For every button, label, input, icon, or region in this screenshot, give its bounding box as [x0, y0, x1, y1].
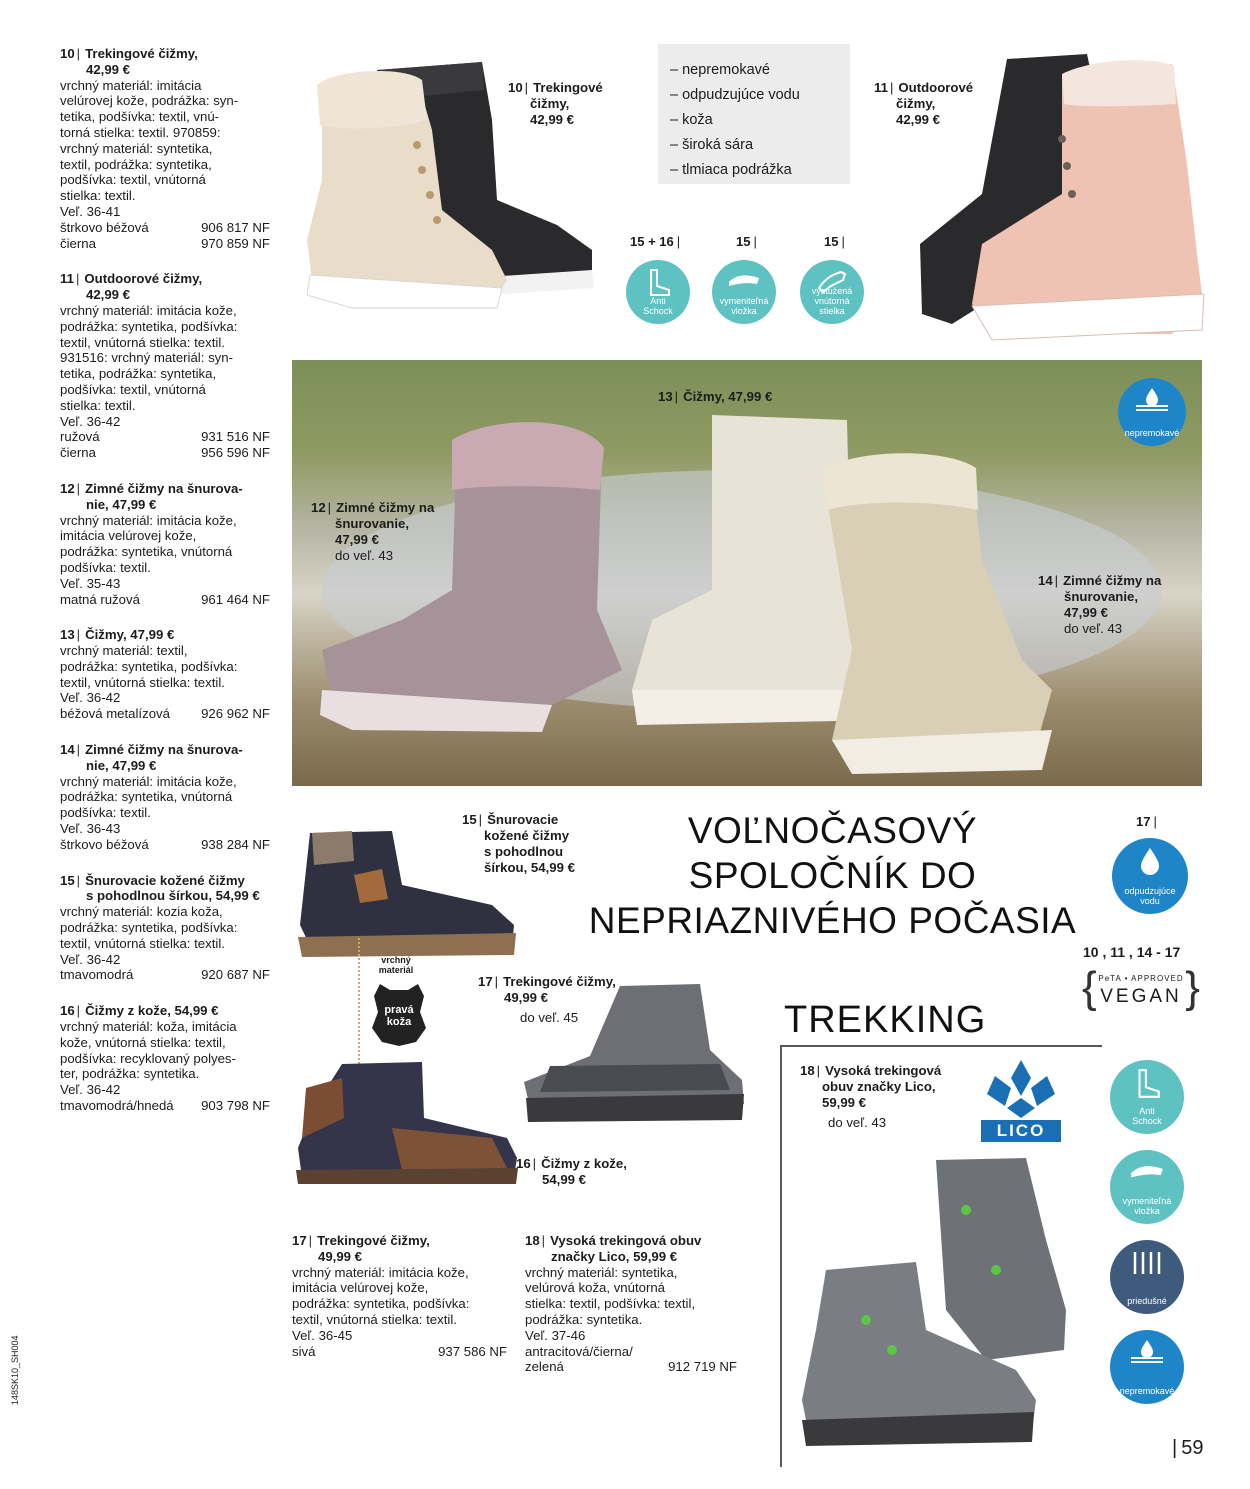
features-box — [658, 44, 850, 184]
label-boots-11: 11 | Outdoorové čižmy, 42,99 € — [874, 80, 994, 128]
label-boots-13: 13 | Čižmy, 47,99 € — [658, 389, 772, 405]
badge-number: 17 | — [1136, 814, 1157, 829]
vegan-numbers: 10 , 11 , 14 - 17 — [1083, 944, 1181, 960]
product-description: 12 | Zimné čižmy na šnurova- nie, 47,99 € vrchný materiál: imitácia kože, imitácia velúrovej kože, podrážka: syntetika, vnútorná podšívka: textil. Veľ. 35-43 matná ružová 961 464 NF — [60, 481, 270, 607]
badge-number: 15 | — [736, 234, 757, 249]
anti-shock-badge: Anti Schock — [626, 260, 690, 324]
side-code: 148SK10_SH004 — [10, 1335, 20, 1405]
leather-icon: pravá koža — [370, 982, 428, 1048]
description-17: 17 | Trekingové čižmy, 49,99 € vrchný materiál: imitácia kože, imitácia velúrovej kože, podrážka: syntetika, podšívka: textil, vnútorná stielka: textil. Veľ. 36-45 sivá 937 586 NF — [292, 1233, 507, 1359]
product-description: 10 | Trekingové čižmy, 42,99 € vrchný materiál: imitácia velúrovej kože, podrážka: syn- tetika, podšívka: textil, vnú- torná stielka: textil. 970859: vrchný materiál: syntetika, textil, podrážka: syntetika, podšívka: textil, vnútorná stielka: textil. Veľ. 36-41 štrkovo béžová 906 817 NF čierna 970 859 NF — [60, 46, 270, 251]
product-description: 11 | Outdoorové čižmy, 42,99 € vrchný materiál: imitácia kože, podrážka: syntetika, podšívka: textil, vnútorná stielka: textil. 931516: vrchný materiál: syn- tetika, podrážka: syntetika, podšívka: textil, vnútorná stielka: textil. Veľ. 36-42 ružová 931 516 NF čierna 956 596 NF — [60, 271, 270, 461]
waterproof-badge: nepremokavé — [1110, 1330, 1184, 1404]
label-boots-16: 16 | Čižmy z kože, 54,99 € — [516, 1156, 666, 1188]
label-boots-10: 10 | Trekingové čižmy, 42,99 € — [508, 80, 628, 128]
headline: VOĽNOČASOVÝ SPOLOČNÍK DO NEPRIAZNIVÉHO POČASIA — [588, 810, 1077, 941]
water-drop-icon — [1135, 846, 1165, 878]
label-boots-17: 17 | Trekingové čižmy, 49,99 € do veľ. 45 — [478, 974, 638, 1026]
product-description: 13 | Čižmy, 47,99 € vrchný materiál: textil, podrážka: syntetika, podšívka: textil, vnútorná stielka: textil. Veľ. 36-42 béžová metalízová 926 962 NF — [60, 627, 270, 722]
label-boots-18: 18 | Vysoká trekingová obuv značky Lico, 59,99 € do veľ. 43 — [800, 1063, 960, 1131]
badge-number: 15 | — [824, 234, 845, 249]
product-description: 15 | Šnurovacie kožené čižmy s pohodlnou šírkou, 54,99 € vrchný materiál: kozia koža, podrážka: syntetika, podšívka: textil, vnútorná stielka: textil. Veľ. 36-42 tmavomodrá 920 687 NF — [60, 873, 270, 984]
page-number: | 59 — [1172, 1437, 1204, 1459]
product-image-boots-16 — [292, 1058, 522, 1186]
insole-icon — [727, 268, 761, 290]
trekking-heading: TREKKING — [784, 999, 987, 1041]
foot-icon — [643, 268, 673, 298]
anti-shock-badge: Anti Schock — [1110, 1060, 1184, 1134]
product-image-boots-18 — [796, 1150, 1076, 1450]
waterproof-badge: nepremokavé — [1118, 378, 1186, 446]
insole-badge: vymeniteľná vložka — [712, 260, 776, 324]
product-list — [60, 46, 270, 1114]
insole-badge: vymeniteľná vložka — [1110, 1150, 1184, 1224]
feature-item: – široká sára — [670, 133, 850, 158]
heel-shoe-icon — [815, 268, 849, 294]
waterproof-icon — [1129, 1338, 1165, 1366]
peta-vegan-logo: { } PeTA • APPROVED VEGAN — [1082, 963, 1200, 1012]
product-description: 16 | Čižmy z kože, 54,99 € vrchný materiál: koža, imitácia kože, vnútorná stielka: textil, podšívka: recyklovaný polyes- ter, podrážka: syntetika. Veľ. 36-42 tmavomodrá/hnedá 903 798 NF — [60, 1003, 270, 1114]
badge-number: 15 + 16 | — [630, 234, 680, 249]
breathable-badge: priedušné — [1110, 1240, 1184, 1314]
feature-item: – tlmiaca podrážka — [670, 158, 850, 183]
foot-icon — [1131, 1068, 1163, 1100]
waterproof-icon — [1134, 386, 1170, 414]
breathable-icon — [1129, 1248, 1165, 1278]
label-boots-15: 15 | Šnurovacie kožené čižmy s pohodlnou šírkou, 54,99 € — [462, 812, 602, 876]
label-boots-14: 14 | Zimné čižmy na šnurovanie, 47,99 € do veľ. 43 — [1038, 573, 1188, 637]
feature-item: – koža — [670, 108, 850, 133]
reinforced-insole-badge: vystužená vnútorná stielka — [800, 260, 864, 324]
feature-item: – nepremokavé — [670, 58, 850, 83]
leather-label: vrchný materiál — [378, 955, 414, 975]
water-repellent-badge: odpudzujúce vodu — [1112, 838, 1188, 914]
product-description: 14 | Zimné čižmy na šnurova- nie, 47,99 € vrchný materiál: imitácia kože, podrážka: syntetika, vnútorná podšívka: textil. Veľ. 36-43 štrkovo béžová 938 284 NF — [60, 742, 270, 853]
description-18: 18 | Vysoká trekingová obuv značky Lico, 59,99 € vrchný materiál: syntetika, velúrová koža, vnútorná stielka: textil, podšívka: textil, podrážka: syntetika. Veľ. 37-46 antracitová/čierna/ zelená 912 719 NF — [525, 1233, 737, 1375]
lico-logo: LICO — [975, 1058, 1067, 1144]
label-boots-12: 12 | Zimné čižmy na šnurovanie, 47,99 € do veľ. 43 — [311, 500, 461, 564]
feature-item: – odpudzujúce vodu — [670, 83, 850, 108]
insole-icon — [1129, 1158, 1165, 1182]
